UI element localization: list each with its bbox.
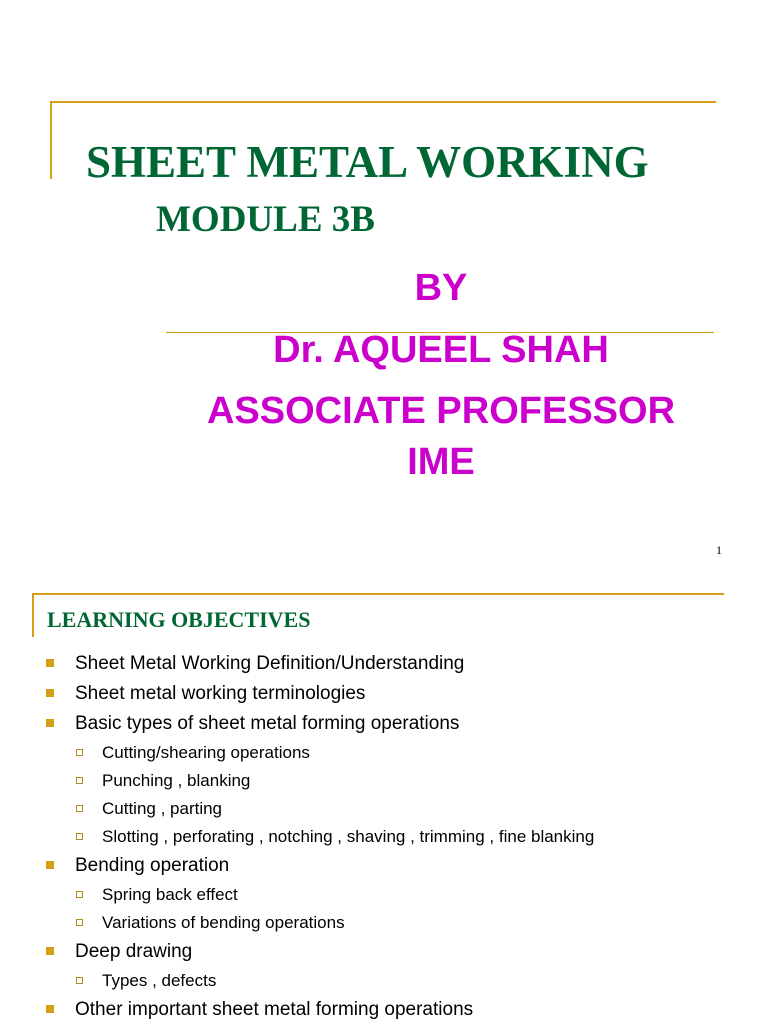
objectives-heading: LEARNING OBJECTIVES	[47, 607, 311, 632]
square-bullet-icon	[46, 719, 54, 727]
objective-item	[0, 679, 768, 709]
square-bullet-icon	[46, 861, 54, 869]
objective-text: Bending operation	[75, 855, 230, 876]
objective-subitem	[0, 967, 768, 995]
hollow-square-bullet-icon	[76, 833, 83, 840]
objective-subitem	[0, 739, 768, 767]
author-role: ASSOCIATE PROFESSOR	[206, 390, 676, 432]
objective-text: Cutting/shearing operations	[102, 743, 310, 762]
left-divider-line	[50, 101, 52, 179]
hollow-square-bullet-icon	[76, 805, 83, 812]
hollow-square-bullet-icon	[76, 777, 83, 784]
objective-item	[0, 709, 768, 739]
objective-text: Types , defects	[102, 971, 217, 990]
objective-text: Variations of bending operations	[102, 913, 345, 932]
slide-subtitle: MODULE 3B	[156, 199, 375, 240]
objective-subitem	[0, 909, 768, 937]
square-bullet-icon	[46, 689, 54, 697]
objective-item	[0, 851, 768, 881]
top-divider-line	[32, 593, 724, 595]
hollow-square-bullet-icon	[76, 749, 83, 756]
objective-text: Sheet metal working terminologies	[75, 683, 366, 704]
slide-title: SHEET METAL WORKING	[86, 137, 649, 187]
page-number: 1	[716, 543, 722, 557]
top-divider-line	[50, 101, 716, 103]
objectives-list	[0, 649, 768, 1025]
objective-text: Deep drawing	[75, 941, 193, 962]
hollow-square-bullet-icon	[76, 977, 83, 984]
by-label: BY	[414, 267, 468, 309]
objective-text: Other important sheet metal forming operations	[75, 999, 474, 1020]
objective-text: Cutting , parting	[102, 799, 223, 818]
objective-subitem	[0, 795, 768, 823]
objective-subitem	[0, 881, 768, 909]
square-bullet-icon	[46, 1005, 54, 1013]
objective-text: Slotting , perforating , notching , shaving , trimming , fine blanking	[102, 827, 595, 846]
square-bullet-icon	[46, 659, 54, 667]
objective-item	[0, 649, 768, 679]
author-department: IME	[407, 441, 475, 483]
objective-text: Punching , blanking	[102, 771, 251, 790]
square-bullet-icon	[46, 947, 54, 955]
hollow-square-bullet-icon	[76, 919, 83, 926]
objective-text: Sheet Metal Working Definition/Understanding	[75, 653, 465, 674]
objective-item	[0, 995, 768, 1025]
objective-subitem	[0, 823, 768, 851]
objective-item	[0, 937, 768, 967]
objective-subitem	[0, 767, 768, 795]
author-name: Dr. AQUEEL SHAH	[273, 329, 609, 371]
objective-text: Spring back effect	[102, 885, 238, 904]
left-divider-line	[32, 593, 34, 637]
objective-text: Basic types of sheet metal forming operations	[75, 713, 460, 734]
objectives-slide	[0, 575, 768, 1024]
hollow-square-bullet-icon	[76, 891, 83, 898]
